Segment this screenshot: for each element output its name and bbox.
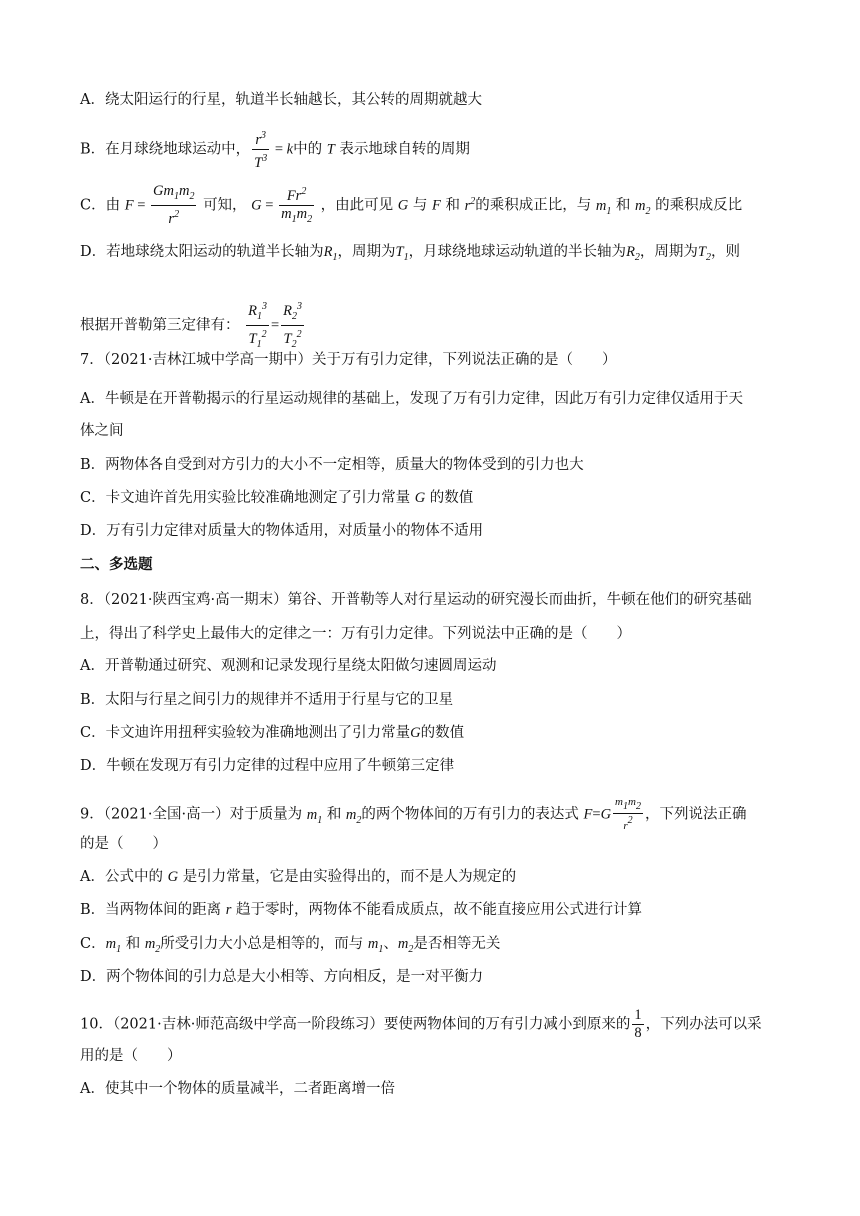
q8-option-a (80, 656, 496, 676)
q6-option-c-text: C．由 (80, 197, 121, 214)
q9-text-3: 的两个物体间的万有引力的表达式 (361, 806, 579, 823)
q6-option-c: C．由 F = $\frac{Gm_1m_2}{r^2}$ 可知， G = $\frac{Fr^2}{m_1m_2}$ ，由此可见 G 与 F 和 $r^2$的乘积成正比，与 $m_1$ 和 $m_2$ 的乘积成反比 (80, 183, 743, 227)
q8-source: （2021·陕西宝鸡·高一期末） (103, 592, 288, 608)
q7-option-b-text: B．两物体各自受到对方引力的大小不一定相等，质量大的物体受到的引力也大 (80, 457, 584, 473)
q7-option-c-text-2: 的数值 (429, 490, 474, 506)
q9-option-c-text-2: 和 (125, 936, 141, 952)
q8-option-b-text: B．太阳与行星之间引力的规律并不适用于行星与它的卫星 (80, 692, 454, 708)
q6-option-c-text-8: 的乘积成反比 (655, 197, 743, 214)
q9-option-d (80, 967, 483, 987)
q10-stem-line2 (80, 1046, 182, 1066)
q9-option-b-text: B．当两物体间的距离 (80, 902, 222, 918)
q9-option-c-text-4: 是否相等无关 (413, 936, 501, 952)
q10-source: （2021·吉林·师范高级中学高一阶段练习） (112, 1016, 384, 1033)
q9-option-c-sep: 、 (383, 936, 398, 952)
q6-option-c-text-6: 的乘积成正比，与 (475, 197, 592, 214)
q6-option-d-text-5: ，则 (711, 244, 740, 260)
q8-option-c (80, 723, 464, 743)
q9-text: 对于质量为 (229, 806, 303, 823)
q6-option-c-text-7: 和 (615, 197, 631, 214)
q7-option-a-line1 (80, 389, 743, 409)
q9-option-c-text-3: 所受引力大小总是相等的，而与 (160, 936, 364, 952)
fraction-denominator: 8 (634, 1025, 642, 1041)
q9-option-b (80, 900, 642, 920)
formula-one-eighth (632, 1007, 643, 1042)
q6-option-d-text: D．若地球绕太阳运动的轨道半长轴为 (80, 244, 324, 260)
q9-stem-line2 (80, 834, 167, 854)
q7-option-b (80, 455, 584, 475)
q8-option-c-text-2: 的数值 (420, 725, 465, 741)
symbol-g: G (167, 869, 179, 885)
symbol-g: G (414, 490, 426, 506)
q9-option-c: C．$m_1$ 和 $m_2$所受引力大小总是相等的，而与 $m_1$、$m_2$是否相等无关 (80, 936, 501, 955)
q9-text-4: ，下列说法正确 (644, 806, 747, 823)
symbol-r: r (225, 902, 232, 918)
q6-option-b-text-3: 表示地球自转的周期 (339, 141, 470, 158)
q6-option-c-text-4: 与 (412, 197, 428, 214)
q6-option-a (80, 90, 482, 110)
q10-text: 要使两物体间的万有引力减小到原来的 (383, 1016, 631, 1033)
q6-option-d-line2: 根据开普勒第三定律有： $\frac{R_1^3}{T_1^2}$ = $\frac{R_2^3}{T_2^2}$ (80, 298, 306, 353)
q6-option-b-text-2: 中的 (293, 141, 323, 158)
formula-gravity: $\frac{Gm_1m_2}{r^2}$ (153, 183, 195, 227)
q7-option-c (80, 488, 473, 508)
q10-option-a-text: A．使其中一个物体的质量减半，二者距离增一倍 (80, 1081, 395, 1097)
q9-option-d-text: D．两个物体间的引力总是大小相等、方向相反，是一对平衡力 (80, 969, 484, 985)
q9-option-a-text: A．公式中的 (80, 869, 163, 885)
section-title (80, 555, 153, 575)
q8-option-c-text: C．卡文迪许用扭秤实验较为准确地测出了引力常量 (80, 725, 411, 741)
formula-kepler-right: $\frac{R_2^3}{T_2^2}$ (281, 298, 304, 353)
formula-g-expression: $\frac{Fr^2}{m_1m_2}$ (279, 183, 314, 228)
symbol-g: G (397, 197, 409, 214)
symbol-g: G (410, 725, 421, 741)
q9-option-a-text-2: 是引力常量，它是由实验得出的，而不是人为规定的 (182, 869, 517, 885)
q8-option-d-text: D．牛顿在发现万有引力定律的过程中应用了牛顿第三定律 (80, 758, 455, 774)
q9-option-a (80, 867, 516, 887)
q9-number: 9． (80, 806, 104, 823)
q10-number: 10． (80, 1016, 113, 1033)
q10-text-3: 用的是（ ） (80, 1048, 182, 1064)
q6-option-d-text-3: ，月球绕地球运动轨道的半长轴为 (408, 244, 627, 260)
symbol-f: F (431, 197, 441, 214)
q7-option-a-line2 (80, 421, 124, 441)
q8-option-a-text: A．开普勒通过研究、观测和记录发现行星绕太阳做匀速圆周运动 (80, 658, 497, 674)
q7-source: （2021·吉林江城中学高一期中） (103, 352, 312, 368)
q10-option-a (80, 1079, 395, 1099)
q7-number: 7． (80, 352, 104, 368)
q9-source: （2021·全国·高一） (103, 806, 230, 823)
section-title-text: 二、多选题 (80, 556, 153, 573)
q7-text: 关于万有引力定律，下列说法正确的是（ ） (312, 352, 617, 368)
q6-option-d-text-6: 根据开普勒第三定律有： (80, 317, 240, 334)
q9-stem-line1: 9．（2021·全国·高一）对于质量为 $m_1$ 和 $m_2$的两个物体间的万有引力的表达式 F=G $\frac{m1m2}{r2}$ ，下列说法正确 (80, 796, 747, 832)
q9-text-2: 和 (326, 806, 342, 823)
q7-option-c-text: C．卡文迪许首先用实验比较准确地测定了引力常量 (80, 490, 411, 506)
q6-option-b-text: B．在月球绕地球运动中， (80, 141, 251, 158)
q6-option-a-text: A．绕太阳运行的行星，轨道半长轴越长，其公转的周期就越大 (80, 92, 482, 108)
q6-option-c-text-3: ，由此可见 (320, 197, 394, 214)
q8-option-b (80, 690, 453, 710)
formula-kepler-left: $\frac{R_1^3}{T_1^2}$ (246, 298, 269, 353)
q10-stem-line1 (80, 1007, 762, 1042)
q6-option-c-text-5: 和 (445, 197, 460, 214)
q8-number: 8． (80, 592, 104, 608)
q10-text-2: ，下列办法可以采 (645, 1016, 762, 1033)
q6-option-c-text-2: 可知， (203, 197, 247, 214)
symbol-t: T (326, 141, 335, 158)
q8-stem-line1 (80, 590, 752, 610)
q6-option-b: B．在月球绕地球运动中， $\frac{r^3}{T^3}$ = k中的 T 表示地球自转的周期 (80, 127, 470, 172)
formula-r3-over-t3: $\frac{r^3}{T^3}$ (252, 127, 269, 172)
q8-option-d (80, 756, 454, 776)
q9-option-c-text: C． (80, 936, 106, 952)
q9-option-b-text-2: 趋于零时，两物体不能看成质点，故不能直接应用公式进行计算 (236, 902, 643, 918)
fraction-numerator: 1 (634, 1007, 642, 1023)
q8-stem-line2 (80, 624, 631, 644)
q6-option-d-text-4: ，周期为 (639, 244, 698, 260)
q7-option-a-text-2: 体之间 (80, 423, 124, 439)
q6-option-d-text-2: ，周期为 (337, 244, 396, 260)
q9-text-5: 的是（ ） (80, 836, 167, 852)
q7-option-d-text: D．万有引力定律对质量大的物体适用，对质量小的物体不适用 (80, 523, 484, 539)
q8-text-2: 上，得出了科学史上最伟大的定律之一：万有引力定律。下列说法中正确的是（ ） (80, 626, 631, 642)
q7-stem (80, 350, 617, 370)
q8-text: 第谷、开普勒等人对行星运动的研究漫长而曲折，牛顿在他们的研究基础 (287, 592, 752, 608)
q6-option-d-line1: D．若地球绕太阳运动的轨道半长轴为$R_1$，周期为$T_1$，月球绕地球运动轨道的半长轴为$R_2$，周期为$T_2$，则 (80, 244, 740, 263)
q7-option-d (80, 521, 483, 541)
formula-gravity-inline: $\frac{m1m2}{r2}$ (615, 796, 641, 832)
q7-option-a-text: A．牛顿是在开普勒揭示的行星运动规律的基础上，发现了万有引力定律，因此万有引力定律仅适用于天 (80, 391, 743, 407)
